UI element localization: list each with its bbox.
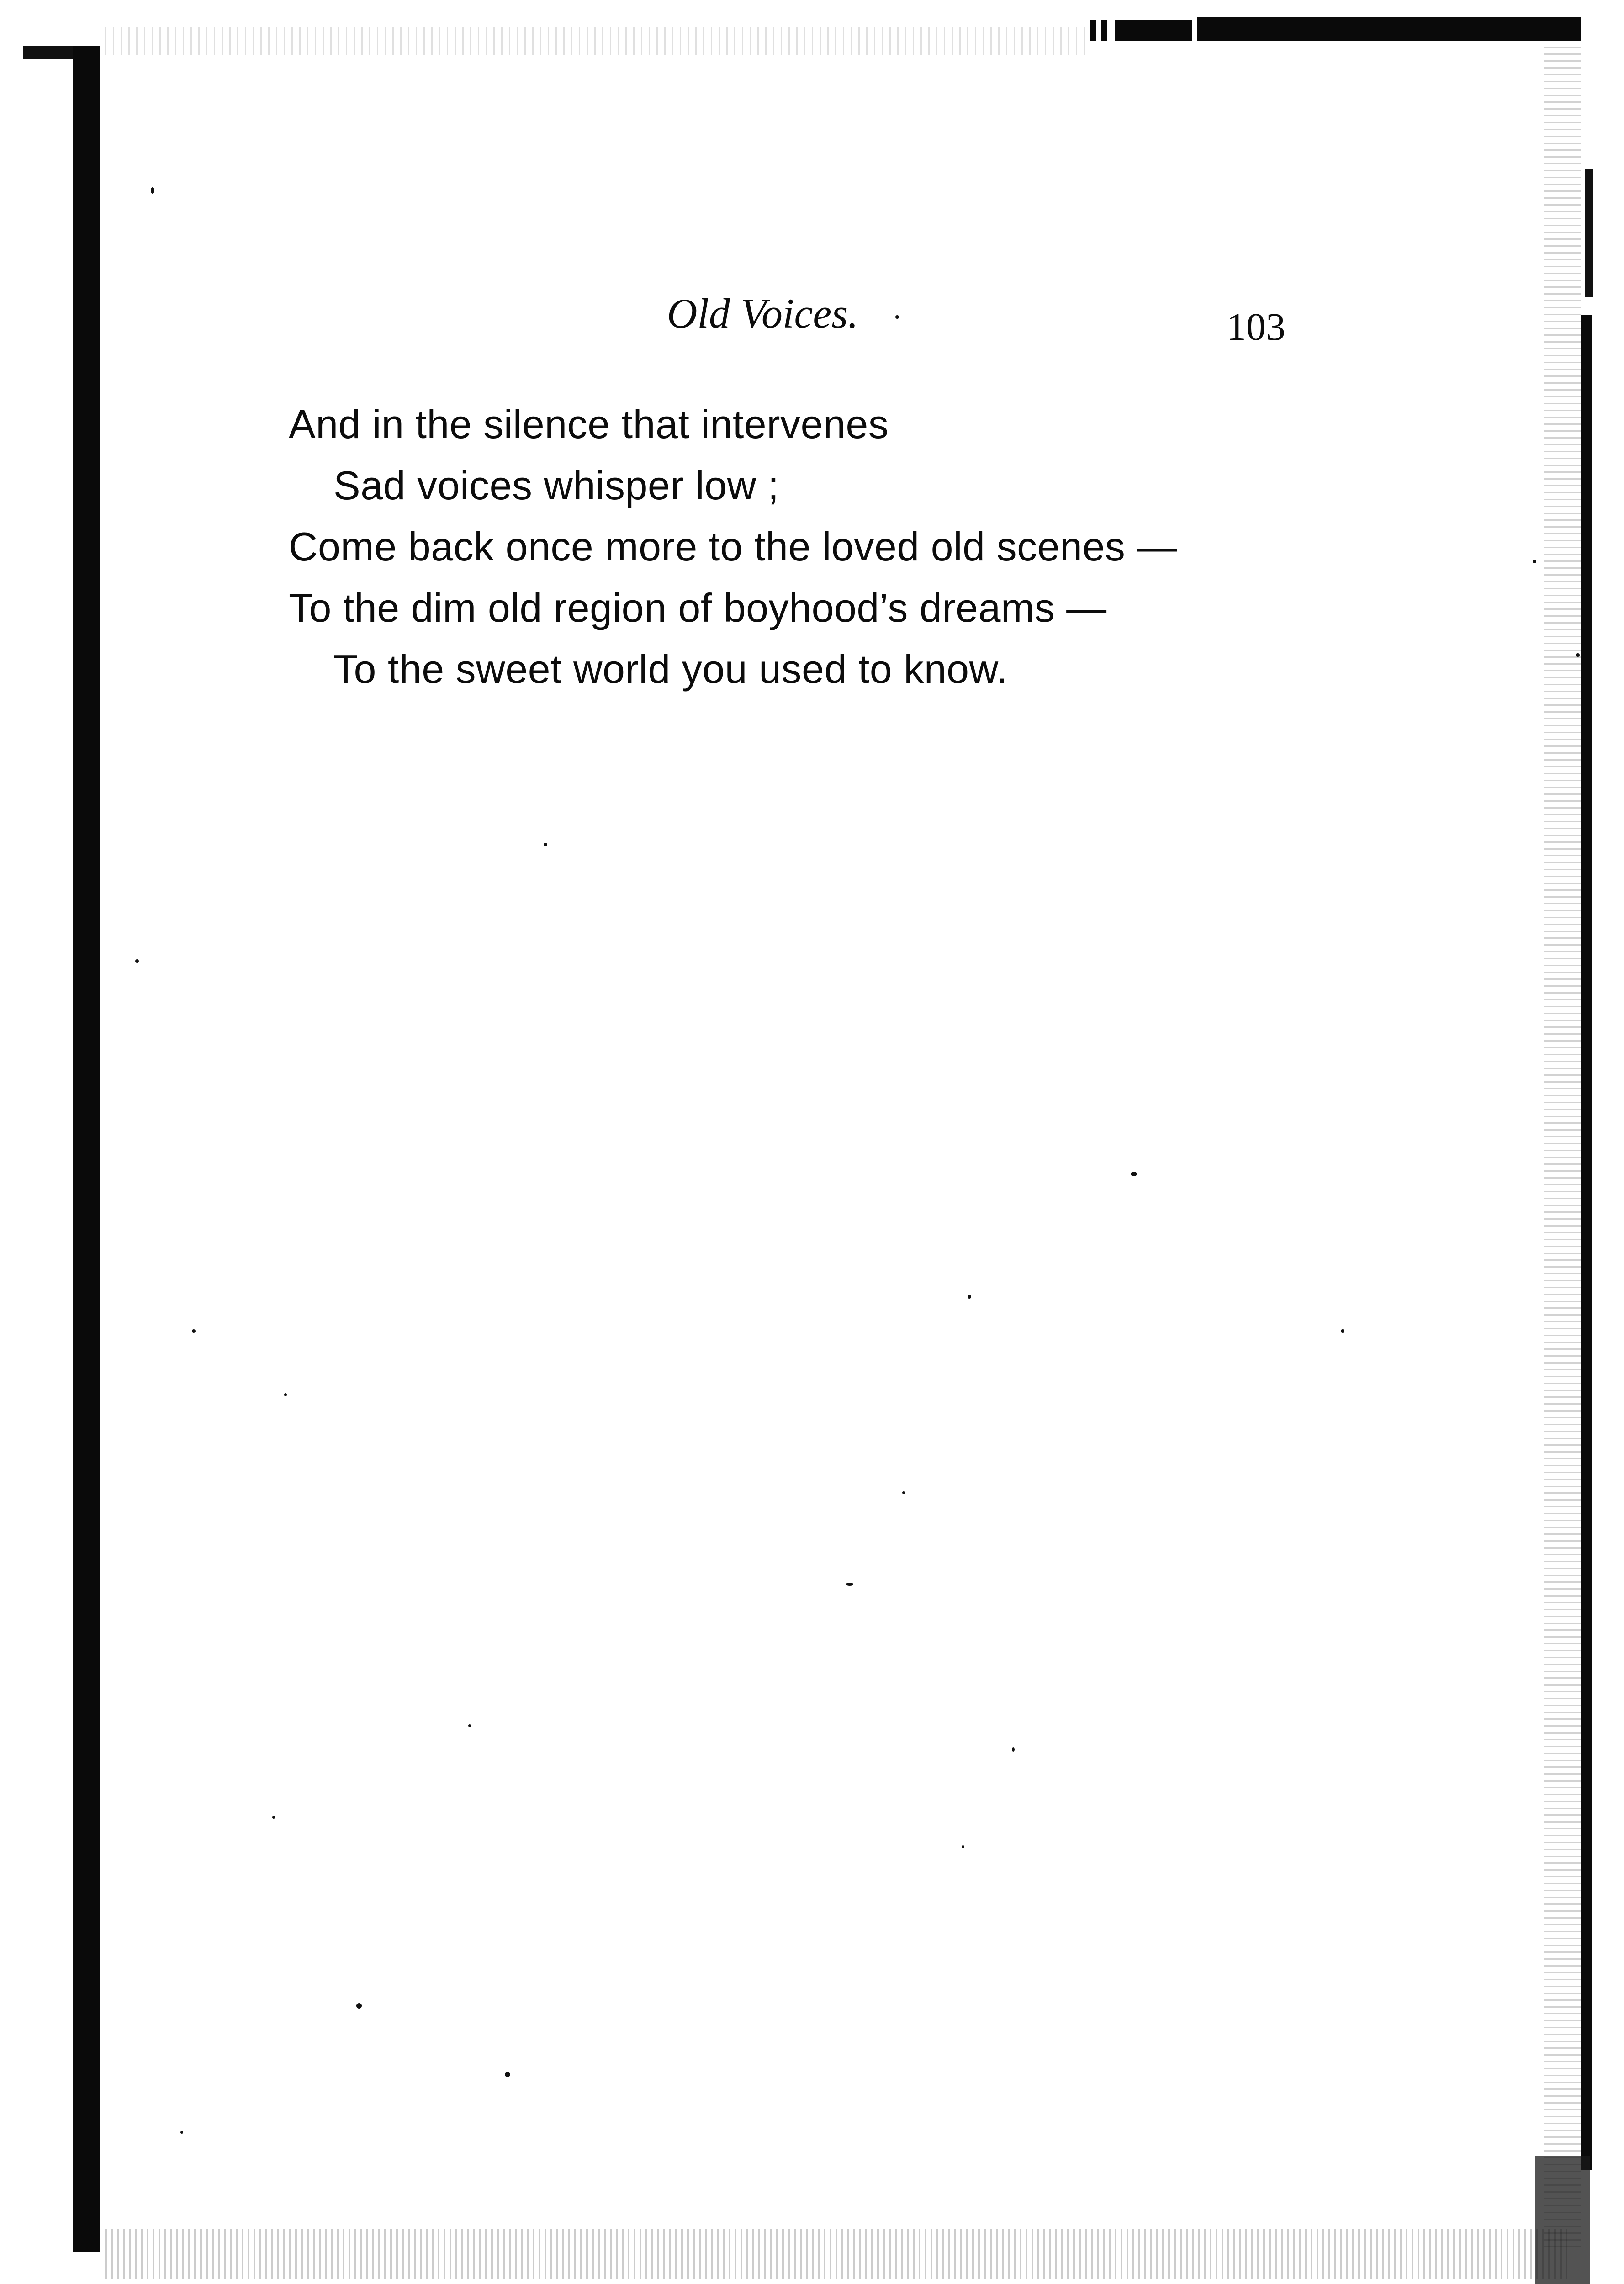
- running-head-title: Old Voices.: [667, 290, 859, 337]
- paper-speck: [962, 1845, 964, 1848]
- scan-edge-shadow-right: [1581, 315, 1592, 2170]
- paper-speck: [1012, 1747, 1015, 1752]
- verse-line: To the dim old region of boyhood’s dreams —: [289, 585, 1107, 630]
- scan-edge-shadow-right-upper: [1585, 169, 1593, 297]
- scan-edge-mark: [1090, 20, 1096, 41]
- paper-speck: [192, 1329, 196, 1333]
- verse-line: And in the silence that intervenes: [289, 402, 889, 447]
- paper-speck: [902, 1491, 905, 1494]
- paper-speck: [544, 843, 547, 846]
- scan-edge-shadow-left: [73, 46, 100, 2252]
- scan-edge-shadow-top: [1197, 17, 1581, 41]
- paper-speck: [272, 1816, 275, 1819]
- paper-speck: [1341, 1329, 1344, 1333]
- scan-noise-right: [1544, 46, 1581, 2247]
- paper-speck: [151, 187, 154, 194]
- verse-line: Come back once more to the loved old scenes —: [289, 524, 1177, 569]
- paper-speck: [135, 959, 139, 963]
- paper-speck: [505, 2072, 510, 2077]
- scan-corner-shadow: [1535, 2156, 1590, 2284]
- paper-speck: [895, 315, 899, 319]
- scan-noise-top: [105, 27, 1087, 55]
- paper-speck: [1131, 1172, 1137, 1176]
- paper-speck: [1533, 560, 1536, 563]
- paper-speck: [468, 1724, 471, 1727]
- paper-speck: [846, 1583, 853, 1586]
- scan-edge-mark: [1101, 20, 1107, 41]
- scan-noise-bottom: [105, 2229, 1567, 2279]
- poem-stanza: [289, 394, 1177, 700]
- paper-speck: [356, 2003, 362, 2009]
- verse-line: Sad voices whisper low ;: [333, 463, 779, 508]
- page-number: 103: [1227, 305, 1285, 349]
- paper-speck: [1576, 653, 1580, 657]
- scan-edge-mark: [1115, 20, 1192, 41]
- paper-speck: [180, 2131, 183, 2134]
- paper-speck: [968, 1295, 971, 1299]
- verse-line: To the sweet world you used to know.: [333, 646, 1008, 692]
- paper-speck: [284, 1393, 287, 1396]
